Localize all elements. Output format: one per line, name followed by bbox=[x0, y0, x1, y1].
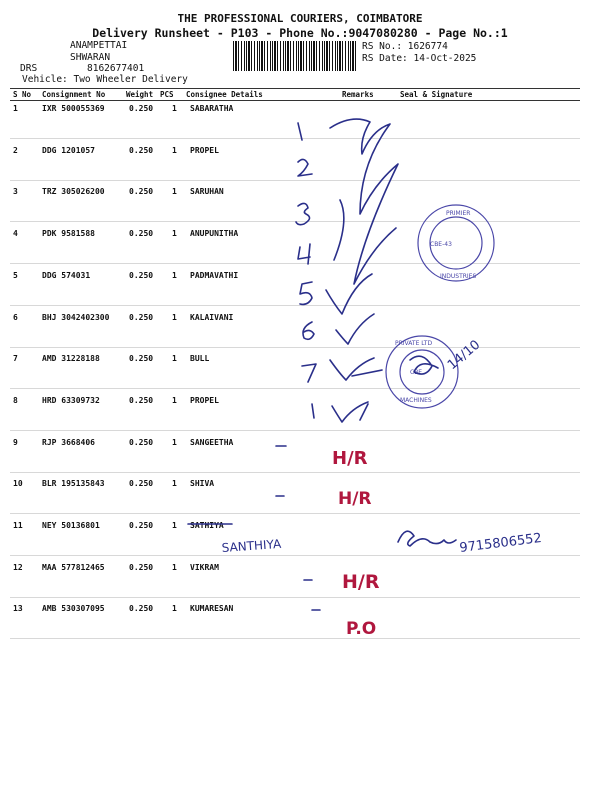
row-divider bbox=[10, 513, 580, 514]
row-weight: 0.250 bbox=[129, 562, 154, 572]
row-pcs: 1 bbox=[172, 104, 177, 113]
consignee-name: SARUHAN bbox=[190, 187, 224, 197]
consignment-number: DDG 1201057 bbox=[42, 145, 95, 155]
consignee-name: KUMARESAN bbox=[190, 604, 234, 614]
row-weight: 0.250 bbox=[129, 104, 154, 113]
row-divider bbox=[10, 347, 580, 348]
row-weight: 0.250 bbox=[129, 312, 154, 322]
consignee-name: PROPEL bbox=[190, 395, 219, 405]
row-pcs: 1 bbox=[172, 229, 177, 239]
barcode bbox=[233, 41, 358, 71]
header-vehicle: Vehicle: Two Wheeler Delivery bbox=[22, 74, 188, 85]
row-sno: 6 bbox=[13, 312, 18, 322]
row-pcs: 1 bbox=[172, 521, 177, 530]
col-header-seal: Seal & Signature bbox=[400, 90, 473, 99]
col-header-consignment: Consignment No bbox=[42, 90, 106, 99]
col-header-pcs: PCS bbox=[160, 90, 174, 99]
consignment-number: AMB 530307095 bbox=[42, 604, 105, 614]
row-divider bbox=[10, 597, 580, 598]
consignment-number: PDK 9581588 bbox=[42, 229, 95, 239]
row-divider bbox=[10, 430, 580, 431]
svg-text:INDUSTRIES: INDUSTRIES bbox=[440, 273, 477, 280]
row-divider bbox=[10, 555, 580, 556]
row-sno: 11 bbox=[13, 521, 23, 530]
rs-date: RS Date: 14-Oct-2025 bbox=[362, 53, 477, 64]
row-sno: 9 bbox=[13, 437, 18, 447]
row-divider bbox=[10, 305, 580, 306]
row-pcs: 1 bbox=[172, 270, 177, 280]
row-weight: 0.250 bbox=[129, 395, 154, 405]
consignment-number: DDG 574031 bbox=[42, 270, 91, 280]
table-row bbox=[0, 563, 600, 605]
row-pcs: 1 bbox=[172, 479, 177, 489]
row-weight: 0.250 bbox=[129, 521, 154, 530]
consignee-name: ANUPUNITHA bbox=[190, 229, 239, 239]
consignment-number: IXR 500055369 bbox=[42, 104, 105, 113]
svg-text:CBE-43: CBE-43 bbox=[430, 241, 452, 248]
row-sno: 3 bbox=[13, 187, 18, 197]
consignment-number: AMD 31228188 bbox=[42, 354, 100, 364]
col-header-remarks: Remarks bbox=[342, 90, 374, 99]
table-row bbox=[0, 354, 600, 396]
row-pcs: 1 bbox=[172, 187, 177, 197]
row-sno: 7 bbox=[13, 354, 18, 364]
row-pcs: 1 bbox=[172, 562, 177, 572]
table-row bbox=[0, 187, 600, 229]
consignee-name: SATHIYA bbox=[190, 521, 224, 530]
consignee-name: SABARATHA bbox=[190, 104, 234, 113]
svg-text:H/R: H/R bbox=[332, 448, 368, 469]
consignee-name: PADMAVATHI bbox=[190, 270, 239, 280]
table-row bbox=[0, 313, 600, 355]
row-divider bbox=[10, 638, 580, 639]
row-pcs: 1 bbox=[172, 354, 177, 364]
header-person: SHWARAN bbox=[70, 52, 111, 63]
row-sno: 1 bbox=[13, 104, 18, 113]
row-weight: 0.250 bbox=[129, 229, 154, 239]
consignee-name: SHIVA bbox=[190, 479, 215, 489]
consignee-name: SANGEETHA bbox=[190, 437, 234, 447]
handwritten-phone: 9715806552 bbox=[458, 531, 543, 556]
row-pcs: 1 bbox=[172, 437, 177, 447]
row-weight: 0.250 bbox=[129, 187, 154, 197]
row-pcs: 1 bbox=[172, 312, 177, 322]
svg-text:CBE: CBE bbox=[410, 369, 423, 376]
header-rule-bottom bbox=[10, 100, 580, 101]
row-divider bbox=[10, 263, 580, 264]
table-row bbox=[0, 146, 600, 188]
row-weight: 0.250 bbox=[129, 479, 154, 489]
table-row bbox=[0, 271, 600, 313]
consignment-number: BHJ 3042402300 bbox=[42, 312, 110, 322]
row-pcs: 1 bbox=[172, 604, 177, 614]
table-row bbox=[0, 521, 600, 563]
table-row bbox=[0, 396, 600, 438]
consignment-number: MAA 577812465 bbox=[42, 562, 105, 572]
consignee-name: KALAIVANI bbox=[190, 312, 234, 322]
consignee-name: BULL bbox=[190, 354, 210, 364]
consignee-name: VIKRAM bbox=[190, 562, 219, 572]
rs-number: RS No.: 1626774 bbox=[362, 41, 448, 52]
col-header-weight: Weight bbox=[126, 90, 154, 99]
row-sno: 12 bbox=[13, 562, 23, 572]
document-title: THE PROFESSIONAL COURIERS, COIMBATORE bbox=[177, 12, 423, 25]
col-header-sno: S No bbox=[13, 90, 32, 99]
consignment-number: HRD 63309732 bbox=[42, 395, 100, 405]
row-weight: 0.250 bbox=[129, 354, 154, 364]
table-row bbox=[0, 229, 600, 271]
table-row bbox=[0, 479, 600, 521]
consignee-name: PROPEL bbox=[190, 145, 219, 155]
row-sno: 2 bbox=[13, 145, 18, 155]
row-pcs: 1 bbox=[172, 395, 177, 405]
svg-text:PRIVATE LTD: PRIVATE LTD bbox=[395, 340, 433, 347]
consignment-number: NEY 50136801 bbox=[42, 521, 100, 530]
svg-text:P.O: P.O bbox=[346, 619, 377, 639]
row-weight: 0.250 bbox=[129, 437, 154, 447]
table-row bbox=[0, 604, 600, 646]
row-sno: 5 bbox=[13, 270, 18, 280]
row-divider bbox=[10, 180, 580, 181]
row-divider bbox=[10, 221, 580, 222]
row-sno: 13 bbox=[13, 604, 23, 614]
consignment-number: TRZ 305026200 bbox=[42, 187, 105, 197]
row-weight: 0.250 bbox=[129, 604, 154, 614]
runsheet-subtitle: Delivery Runsheet - P103 - Phone No.:9047080280 - Page No.:1 bbox=[92, 26, 508, 40]
table-row bbox=[0, 104, 600, 146]
row-sno: 10 bbox=[13, 479, 23, 489]
row-sno: 8 bbox=[13, 395, 18, 405]
svg-text:H/R: H/R bbox=[338, 489, 372, 509]
consignment-number: RJP 3668406 bbox=[42, 437, 95, 447]
table-row bbox=[0, 438, 600, 480]
header-drs-number: 8162677401 bbox=[87, 63, 145, 74]
svg-text:PRIMIER: PRIMIER bbox=[446, 210, 471, 217]
row-sno: 4 bbox=[13, 229, 18, 239]
row-divider bbox=[10, 388, 580, 389]
row-pcs: 1 bbox=[172, 145, 177, 155]
col-header-consignee: Consignee Details bbox=[186, 90, 263, 99]
svg-text:MACHINES: MACHINES bbox=[400, 397, 432, 404]
svg-text:H/R: H/R bbox=[342, 571, 380, 593]
header-area: ANAMPETTAI bbox=[70, 40, 128, 51]
header-drs-label: DRS bbox=[20, 63, 38, 74]
row-divider bbox=[10, 472, 580, 473]
consignment-number: BLR 195135843 bbox=[42, 479, 105, 489]
header-rule-top bbox=[10, 88, 580, 89]
row-weight: 0.250 bbox=[129, 145, 154, 155]
handwritten-name: SANTHIYA bbox=[221, 536, 282, 555]
row-weight: 0.250 bbox=[129, 270, 154, 280]
row-divider bbox=[10, 138, 580, 139]
date-note: 14/10 bbox=[444, 337, 484, 374]
